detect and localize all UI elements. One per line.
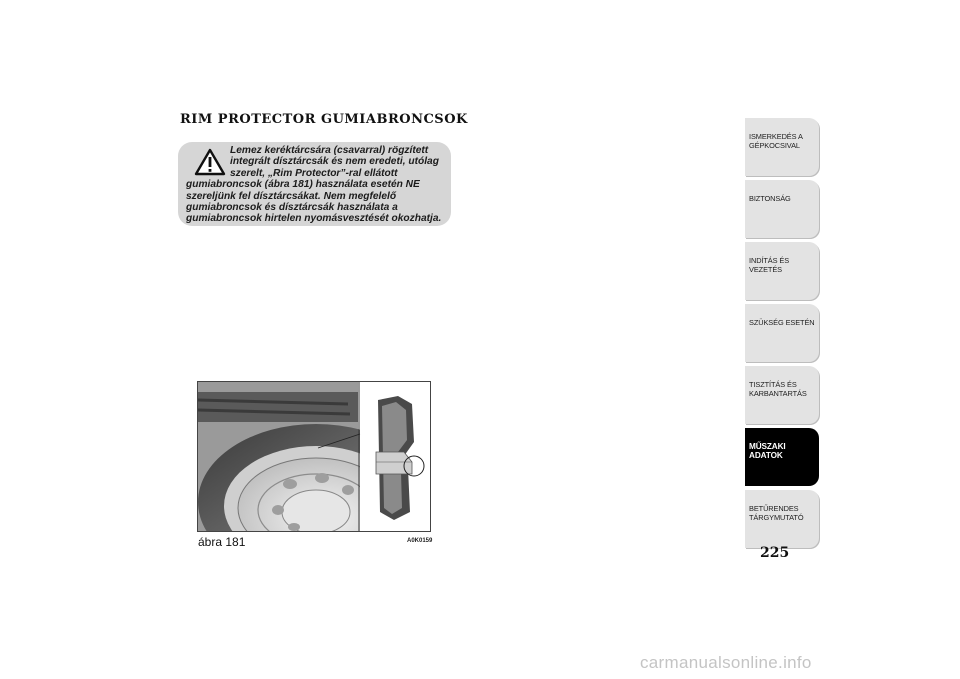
chapter-tab-szukseg[interactable] bbox=[745, 304, 819, 362]
chapter-tab-label: TISZTÍTÁS ÉS KARBANTARTÁS bbox=[749, 380, 807, 398]
section-title: RIM PROTECTOR GUMIABRONCSOK bbox=[180, 112, 468, 127]
chapter-tab-label: SZÜKSÉG ESETÉN bbox=[749, 318, 815, 327]
chapter-tab-label: BETŰRENDES TÁRGYMUTATÓ bbox=[749, 504, 804, 522]
chapter-tab-targymutato[interactable] bbox=[745, 490, 819, 548]
chapter-tab-biztonsag[interactable] bbox=[745, 180, 819, 238]
warning-text: Lemez keréktárcsára (csavarral) rögzített integrált dísztárcsák és nem eredeti, utólag szerelt, „Rim Protector”-ral ellátott gumiabroncsok (ábra 181) használata esetén NE szereljünk fel dísztárcsákat. Nem megfelelő gumiabroncsok és dísztárcsák használata a gumiabroncsok hirtelen nyomásvesztését okozhatja. bbox=[186, 145, 442, 225]
page-number: 225 bbox=[760, 545, 790, 561]
chapter-tab-inditas[interactable] bbox=[745, 242, 819, 300]
watermark[interactable]: carmanualsonline.info bbox=[640, 653, 812, 672]
chapter-tab-label: INDÍTÁS ÉS VEZETÉS bbox=[749, 256, 790, 274]
chapter-tab-label: BIZTONSÁG bbox=[749, 194, 791, 203]
chapter-tab-label: ISMERKEDÉS A GÉPKOCSIVAL bbox=[749, 132, 803, 150]
warning-text-block bbox=[186, 145, 448, 225]
chapter-tab-tisztitas[interactable] bbox=[745, 366, 819, 424]
tire-rim-illustration bbox=[197, 381, 431, 532]
chapter-tabs bbox=[745, 118, 819, 552]
figure-label: ábra 181 bbox=[198, 535, 246, 549]
chapter-tab-ismerkedes[interactable] bbox=[745, 118, 819, 176]
chapter-tab-muszaki-adatok[interactable] bbox=[745, 428, 819, 486]
chapter-tab-label: MŰSZAKI ADATOK bbox=[749, 442, 786, 460]
warning-box bbox=[178, 142, 451, 226]
figure-code: A0K0159 bbox=[407, 538, 433, 544]
